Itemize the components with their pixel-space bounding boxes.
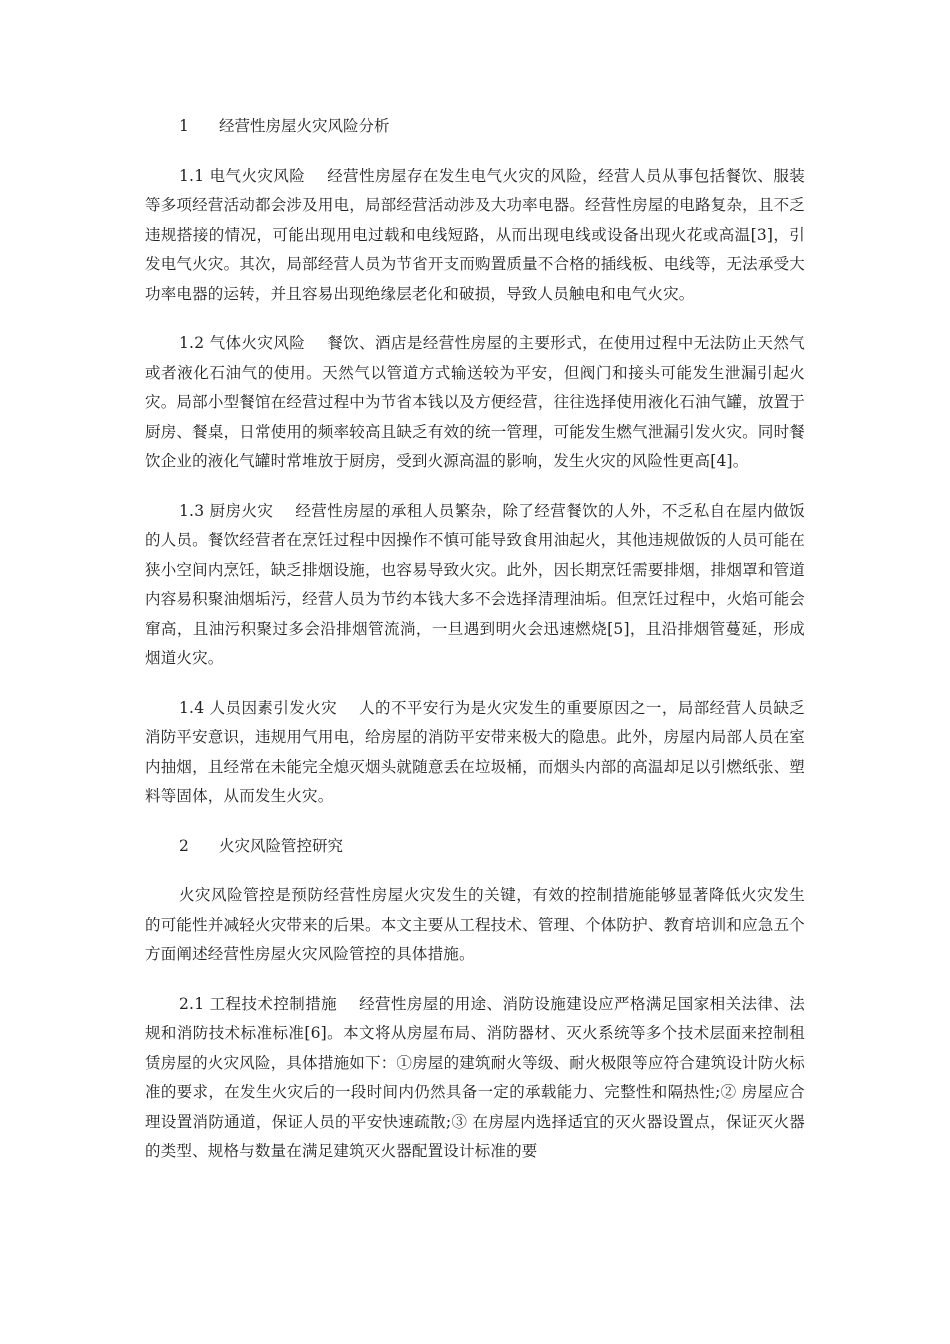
subsection-title: 1.2 气体火灾风险: [179, 334, 306, 352]
paragraph-1-4: [145, 694, 805, 812]
paragraph-2-intro: [145, 881, 805, 970]
subsection-title: 1.1 电气火灾风险: [179, 166, 306, 185]
subsection-title: 1.4 人员因素引发火灾: [179, 698, 338, 717]
section-heading-1: [145, 112, 805, 142]
paragraph-text: 经营性房屋的用途、消防设施建设应严格满足国家相关法律、法规和消防技术标准标准[6]。本文将从房屋布局、消防器材、灭火系统等多个技术层面来控制租赁房屋的火灾风险，具体措施如下：①房屋的建筑耐火等级、耐火极限等应符合建筑设计防火标准的要求，在发生火灾后的一段时间内仍然具备一定的承载能力、完整性和隔热性;② 房屋应合理设置消防通道，保证人员的平安快速疏散;③ 在房屋内选择适宜的灭火器设置点，保证灭火器的类型、规格与数量在满足建筑灭火器配置设计标准的要: [145, 994, 806, 1160]
paragraph-text: 经营性房屋存在发生电气火灾的风险，经营人员从事包括餐饮、服装等多项经营活动都会涉及用电，局部经营活动涉及大功率电器。经营性房屋的电路复杂，且不乏违规搭接的情况，可能出现用电过载和电线短路，从而出现电线或设备出现火花或高温[3]，引发电气火灾。其次，局部经营人员为节省开支而购置质量不合格的插线板、电线等，无法承受大功率电器的运转，并且容易出现绝缘层老化和破损，导致人员触电和电气火灾。: [145, 166, 805, 303]
section-number: 1: [179, 117, 189, 135]
paragraph-2-1: [145, 990, 805, 1167]
subsection-title: 1.3 厨房火灾: [179, 501, 274, 520]
section-number: 2: [179, 836, 189, 855]
paragraph-text: 经营性房屋的承租人员繁杂，除了经营餐饮的人外，不乏私自在屋内做饭的人员。餐饮经营者在烹饪过程中因操作不慎可能导致食用油起火，其他违规做饭的人员可能在狭小空间内烹饪，缺乏排烟设施，也容易导致火灾。此外，因长期烹饪需要排烟，排烟罩和管道内容易积聚油烟垢污，经营人员为节约本钱大多不会选择清理油垢。但烹饪过程中，火焰可能会窜高，且油污积聚过多会沿排烟管流淌，一旦遇到明火会迅速燃烧[5]，且沿排烟管蔓延，形成烟道火灾。: [145, 501, 806, 667]
document-body: [145, 112, 805, 1187]
section-heading-2: [145, 832, 805, 862]
section-title: 经营性房屋火灾风险分析: [219, 117, 390, 135]
paragraph-text: 人的不平安行为是火灾发生的重要原因之一，局部经营人员缺乏消防平安意识，违规用气用电，给房屋的消防平安带来极大的隐患。此外，房屋内局部人员在室内抽烟，且经常在未能完全熄灭烟头就随意丢在垃圾桶，而烟头内部的高温却足以引燃纸张、塑料等固体，从而发生火灾。: [145, 698, 806, 805]
paragraph-1-1: [145, 162, 805, 310]
paragraph-1-3: [145, 497, 805, 674]
paragraph-text: 餐饮、酒店是经营性房屋的主要形式，在使用过程中无法防止天然气或者液化石油气的使用。天然气以管道方式输送较为平安，但阀门和接头可能发生泄漏引起火灾。局部小型餐馆在经营过程中为节省本钱以及方便经营，往往选择使用液化石油气罐，放置于厨房、餐桌，日常使用的频率较高且缺乏有效的统一管理，可能发生燃气泄漏引发火灾。同时餐饮企业的液化气罐时常堆放于厨房，受到火源高温的影响，发生火灾的风险性更高[4]。: [145, 334, 805, 470]
paragraph-text: 火灾风险管控是预防经营性房屋火灾发生的关键，有效的控制措施能够显著降低火灾发生的可能性并减轻火灾带来的后果。本文主要从工程技术、管理、个体防护、教育培训和应急五个方面阐述经营性房屋火灾风险管控的具体措施。: [145, 886, 805, 963]
subsection-title: 2.1 工程技术控制措施: [179, 994, 338, 1013]
section-title: 火灾风险管控研究: [219, 836, 344, 855]
paragraph-1-2: [145, 329, 805, 477]
